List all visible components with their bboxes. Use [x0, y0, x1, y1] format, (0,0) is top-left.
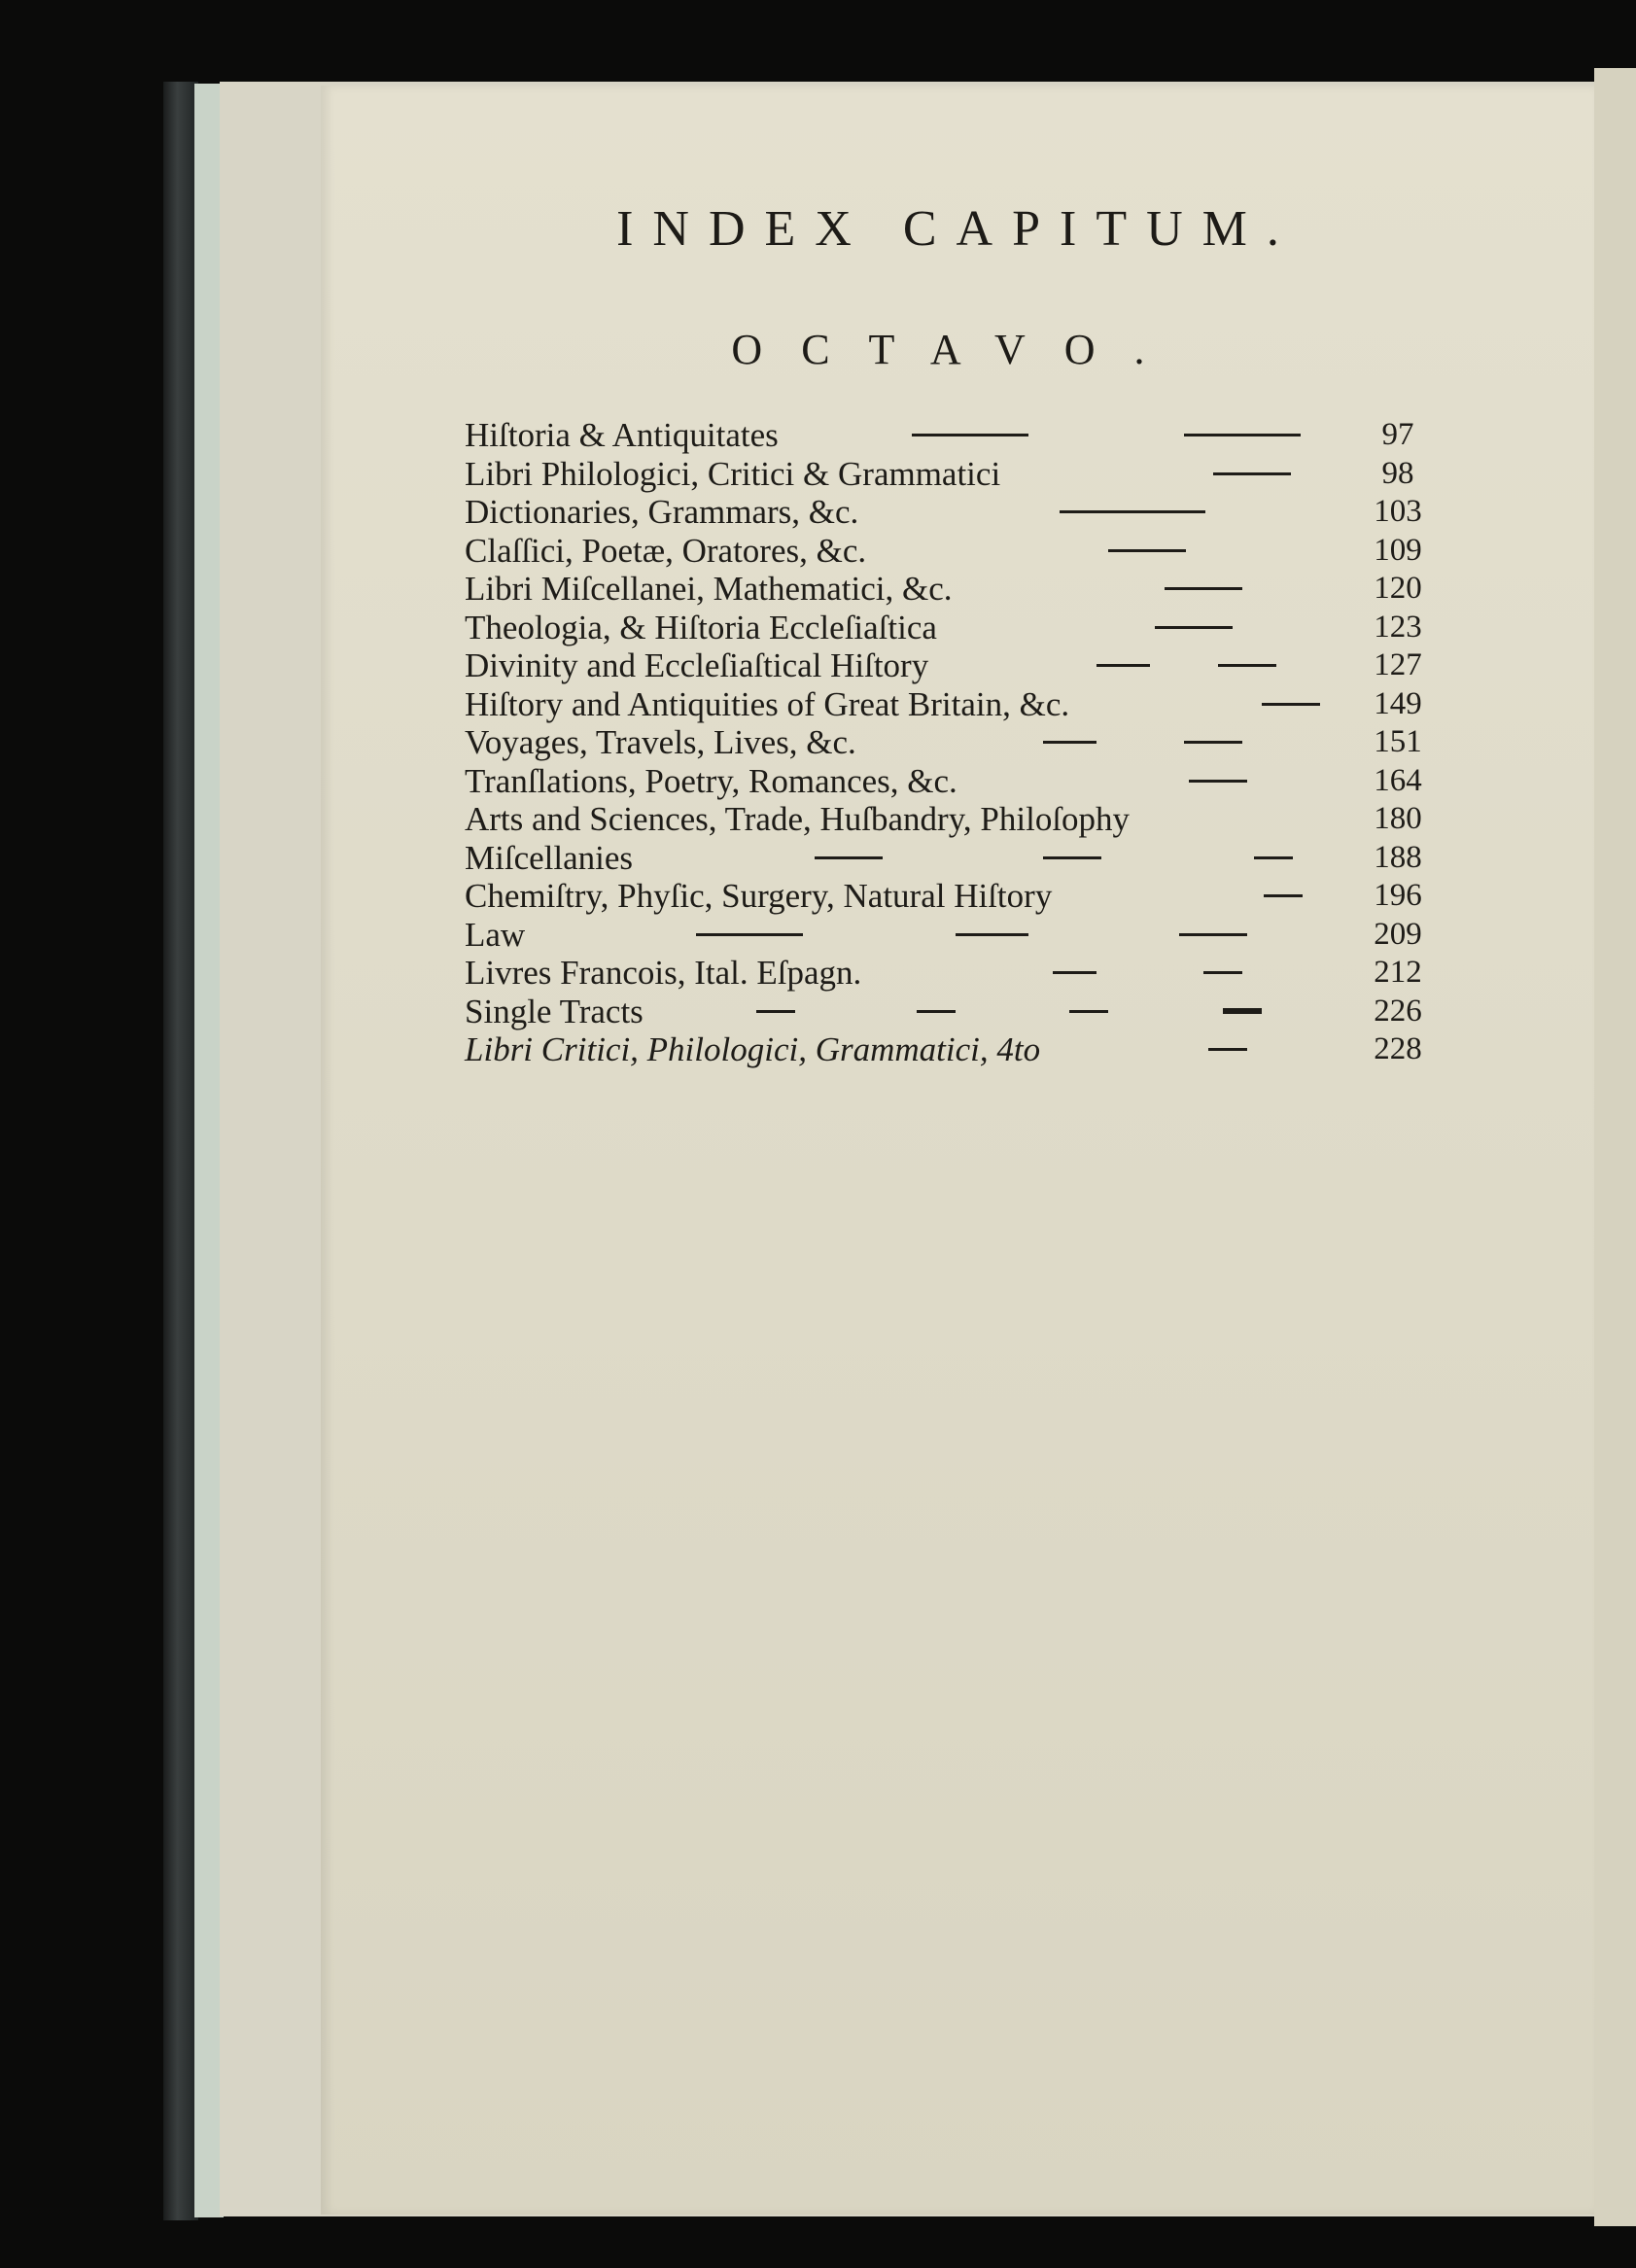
leader-rule — [917, 1010, 956, 1013]
entry-title: Chemiſtry, Phyſic, Surgery, Natural Hiſtory — [465, 877, 1053, 915]
entry-page-number: 196 — [1374, 878, 1422, 913]
leader-rule — [1218, 664, 1276, 667]
leader-rule — [1262, 703, 1320, 706]
entry-title: Arts and Sciences, Trade, Huſbandry, Philoſophy — [465, 800, 1131, 838]
leader-rule — [1203, 971, 1242, 974]
entry-title: Dictionaries, Grammars, &c. — [465, 493, 859, 531]
index-entry — [465, 723, 1437, 762]
leader-rule — [1108, 549, 1186, 552]
index-entry — [465, 570, 1437, 609]
entry-page-number: 180 — [1374, 801, 1422, 836]
leader-rule — [956, 933, 1028, 936]
entry-page-number: 109 — [1374, 532, 1422, 568]
leader-rule — [1213, 472, 1291, 475]
entry-title: Libri Philologici, Critici & Grammatici — [465, 454, 1001, 493]
entry-title: Livres Francois, Ital. Eſpagn. — [465, 954, 862, 992]
index-entry — [465, 532, 1437, 571]
entry-title: Claſſici, Poetæ, Oratores, &c. — [465, 531, 867, 570]
entry-page-number: 164 — [1374, 762, 1422, 798]
leader-rule — [1053, 971, 1096, 974]
index-entry — [465, 455, 1437, 494]
leader-rule — [1184, 434, 1301, 436]
entry-title: Tranſlations, Poetry, Romances, &c. — [465, 761, 957, 800]
leader-rule — [1060, 510, 1205, 513]
index-page — [321, 86, 1594, 2215]
leader-rule — [815, 856, 883, 859]
entry-page-number: 149 — [1374, 685, 1422, 721]
section-title: OCTAVO. — [731, 326, 1184, 373]
entry-page-number: 226 — [1374, 993, 1422, 1029]
entry-title: Theologia, & Hiſtoria Eccleſiaſtica — [465, 608, 937, 646]
leader-rule — [696, 933, 803, 936]
entry-page-number: 98 — [1381, 455, 1414, 491]
leader-rule — [912, 434, 1028, 436]
leader-rule — [1184, 741, 1242, 744]
facing-page-edge — [1594, 68, 1636, 2226]
entry-title: Hiſtoria & Antiquitates — [465, 416, 779, 454]
entry-title: Single Tracts — [465, 992, 644, 1030]
leader-rule — [1043, 856, 1101, 859]
leader-rule — [1254, 856, 1293, 859]
index-entry — [465, 609, 1437, 647]
entry-page-number: 188 — [1374, 839, 1422, 875]
index-entry — [465, 762, 1437, 801]
entry-page-number: 127 — [1374, 647, 1422, 682]
index-entry — [465, 954, 1437, 993]
book-spine — [163, 82, 198, 2220]
leader-rule — [1069, 1010, 1108, 1013]
running-title: INDEX CAPITUM. — [616, 201, 1299, 257]
entry-page-number: 123 — [1374, 609, 1422, 645]
index-entry — [465, 839, 1437, 878]
entry-title: Voyages, Travels, Lives, &c. — [465, 723, 856, 761]
leader-rule — [1264, 894, 1303, 897]
index-entry — [465, 685, 1437, 724]
entry-page-number: 209 — [1374, 916, 1422, 952]
leader-rule — [1189, 780, 1247, 783]
leader-rule — [1165, 587, 1242, 590]
leader-rule — [1096, 664, 1150, 667]
index-entry — [465, 1030, 1437, 1069]
entry-title: Libri Critici, Philologici, Grammatici, 4to — [465, 1030, 1041, 1068]
index-entry — [465, 916, 1437, 955]
index-entry — [465, 646, 1437, 685]
leader-rule — [1223, 1008, 1262, 1014]
leader-rule — [1179, 933, 1247, 936]
entry-title: Law — [465, 915, 526, 954]
leader-rule — [1208, 1048, 1247, 1051]
entry-page-number: 97 — [1381, 417, 1414, 452]
entry-title: Libri Miſcellanei, Mathematici, &c. — [465, 570, 953, 608]
entry-title: Miſcellanies — [465, 838, 634, 877]
entry-page-number: 120 — [1374, 571, 1422, 606]
entry-page-number: 151 — [1374, 724, 1422, 759]
index-entry — [465, 800, 1437, 839]
index-entry — [465, 877, 1437, 916]
leader-rule — [1155, 626, 1233, 629]
index-entry — [465, 493, 1437, 532]
index-entry — [465, 993, 1437, 1031]
leader-rule — [756, 1010, 795, 1013]
entry-page-number: 212 — [1374, 955, 1422, 990]
entry-title: Divinity and Eccleſiaſtical Hiſtory — [465, 646, 929, 684]
index-entry — [465, 416, 1437, 455]
entry-page-number: 103 — [1374, 494, 1422, 529]
entry-page-number: 228 — [1374, 1031, 1422, 1066]
leader-rule — [1043, 741, 1096, 744]
index-list — [465, 416, 1437, 1069]
entry-title: Hiſtory and Antiquities of Great Britain, &c. — [465, 684, 1070, 723]
